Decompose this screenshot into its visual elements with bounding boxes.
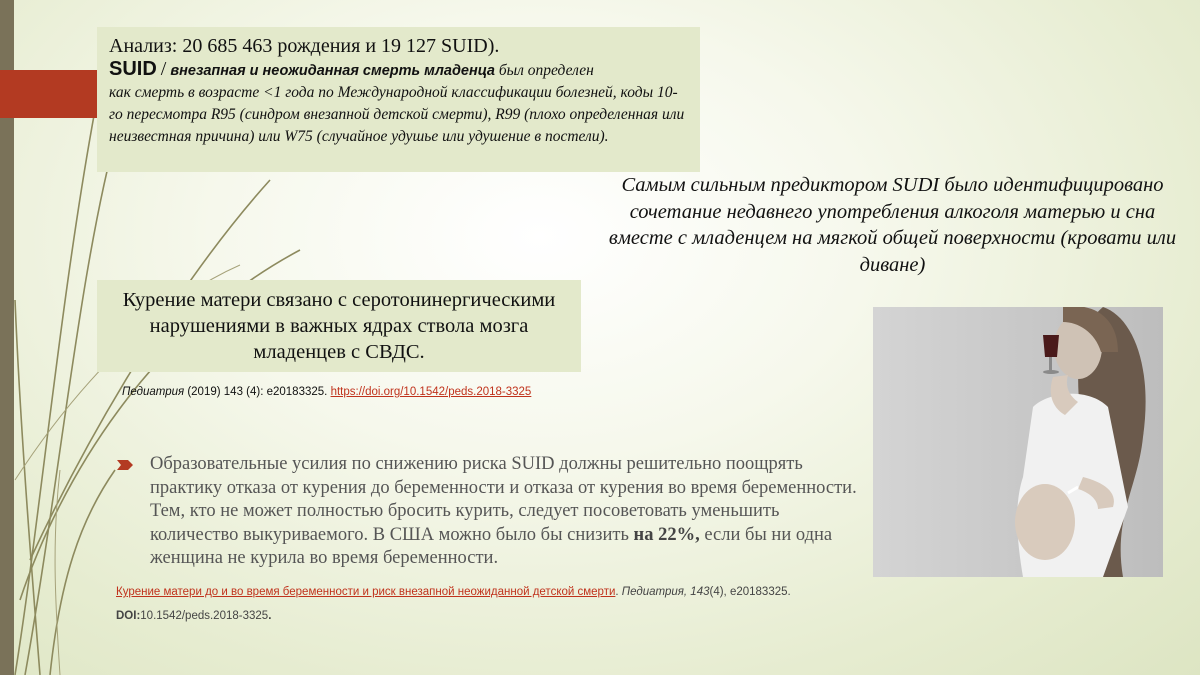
pediatrics-reference-2 <box>116 580 816 628</box>
suid-term: SUID <box>109 58 157 80</box>
journal-citation: Педиатрия, 143 <box>621 586 710 598</box>
pregnant-woman-drinking-photo <box>873 307 1163 577</box>
red-accent-block <box>0 70 97 118</box>
analysis-line: Анализ: 20 685 463 рождения и 19 127 SUID). <box>109 35 500 57</box>
ref-end: . <box>268 610 272 622</box>
education-text: Образовательные усилия по снижению риска SUID должны решительно поощрять практику отказа от курения до беременности и отказа от курения во время беременности. Тем, кто не может полностью бросить курить, следует посоветовать уменьшить количество выкуриваемого. В США можно было бы снизить <box>150 454 857 545</box>
sudi-predictor-text: Самым сильным предиктором SUDI было идентифицировано сочетание недавнего употребления алкоголя матерью и сна вместе с младенцем на мягкой общей поверхности (кровати или диване) <box>608 174 1177 276</box>
education-paragraph <box>150 453 870 571</box>
suid-definition-bold: внезапная и неожиданная смерть младенца <box>170 63 495 79</box>
suid-definition-box <box>97 27 700 172</box>
reference-details: (2019) 143 (4): e20183325. <box>184 386 331 398</box>
smoking-serotonin-box: Курение матери связано с серотонинергическими нарушениями в важных ядрах ствола мозга младенцев с СВДС. <box>97 280 581 372</box>
after-link: . <box>615 586 622 598</box>
suid-definition-rest: был определен <box>495 62 594 79</box>
slash: / <box>160 58 167 80</box>
education-text-end: если бы ни одна женщина не курила во время беременности. <box>150 524 833 568</box>
doi-value: 10.1542/peds.2018-3325 <box>140 610 269 622</box>
doi-link[interactable]: https://doi.org/10.1542/peds.2018-3325 <box>330 386 532 398</box>
pediatrics-reference-1 <box>122 386 531 398</box>
suid-definition-line <box>109 58 690 82</box>
journal-name: Педиатрия <box>122 386 185 398</box>
arrow-bullet-icon <box>116 458 136 472</box>
issue: (4), e20183325. <box>709 586 791 598</box>
education-percent: на 22%, <box>633 524 700 545</box>
doi-label: DOI: <box>116 610 141 622</box>
article-link[interactable]: Курение матери до и во время беременности и риск внезапной неожиданной детской смерти <box>116 586 616 598</box>
suid-definition-body: как смерть в возрасте <1 года по Международной классификации болезней, коды 10-го пересмотра R95 (синдром внезапной детской смерти), R99 (плохо определенная или неизвестная причина) или W75 (случайное удушье или удушение в постели). <box>109 84 685 145</box>
